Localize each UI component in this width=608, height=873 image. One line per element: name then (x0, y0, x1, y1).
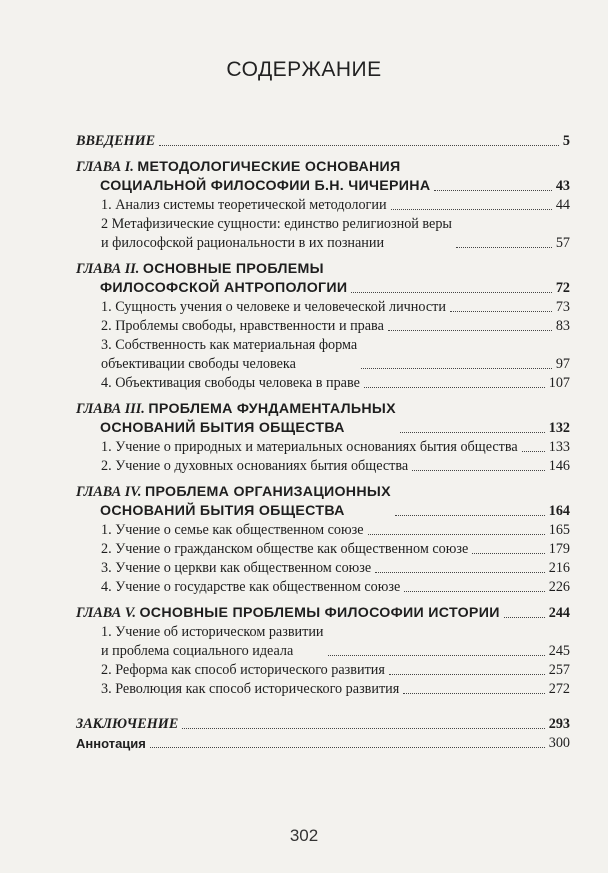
toc-section-5-1[interactable] (76, 623, 570, 661)
dot-leader (159, 145, 559, 146)
dot-leader (522, 451, 545, 452)
toc-chapter-2[interactable] (76, 260, 570, 298)
toc-entry-label: 2. Учение о гражданском обществе как общественном союзе (101, 541, 469, 557)
dot-leader (351, 292, 551, 293)
toc-section-4-3[interactable] (76, 559, 570, 578)
chapter-number: ГЛАВА II. (76, 261, 140, 277)
toc-chapter-5[interactable] (76, 604, 570, 623)
toc-entry-label: ЗАКЛЮЧЕНИЕ (76, 716, 179, 732)
toc-entry-introduction[interactable] (76, 132, 570, 151)
toc-entry-label-line2: и философской рациональности в их познании (101, 235, 385, 251)
chapter-title-line1: МЕТОДОЛОГИЧЕСКИЕ ОСНОВАНИЯ (137, 159, 401, 175)
toc-section-2-1[interactable] (76, 298, 570, 317)
toc-chapter-1[interactable] (76, 158, 570, 196)
toc-entry-page: 72 (555, 280, 570, 296)
toc-entry-label: 3. Учение о церкви как общественном союзе (101, 560, 372, 576)
toc-section-2-3[interactable] (76, 336, 570, 374)
toc-section-4-4[interactable] (76, 578, 570, 597)
toc-entry-page: 97 (555, 356, 570, 372)
dot-leader (388, 330, 552, 331)
toc-section-1-1[interactable] (76, 196, 570, 215)
dot-leader (403, 693, 544, 694)
dot-leader (391, 209, 552, 210)
dot-leader (328, 655, 545, 656)
chapter-number: ГЛАВА III. (76, 401, 145, 417)
toc-entry-page: 164 (548, 503, 570, 519)
page-number: 302 (289, 826, 319, 845)
chapter-heading (76, 260, 347, 298)
toc-entry-label: 3. Революция как способ исторического развития (101, 681, 400, 697)
dot-leader (182, 728, 544, 729)
toc-entry-page: 226 (548, 579, 570, 595)
toc-entry-label: 1. Сущность учения о человеке и человеческой личности (101, 299, 446, 315)
toc-entry-label: 2. Реформа как способ исторического развития (101, 662, 385, 678)
chapter-title-line2: ОСНОВАНИЙ БЫТИЯ ОБЩЕСТВА (100, 503, 345, 519)
toc-entry-page: 272 (548, 681, 570, 697)
toc-entry-page: 57 (555, 235, 570, 251)
toc-entry-page: 300 (548, 735, 570, 751)
toc-entry-page: 179 (548, 541, 570, 557)
page-title: СОДЕРЖАНИЕ (226, 58, 382, 81)
dot-leader (368, 534, 545, 535)
toc-entry-label-line1: 3. Собственность как материальная форма (101, 337, 358, 353)
toc-section-1-2[interactable] (76, 215, 570, 253)
toc-section-5-3[interactable] (76, 680, 570, 699)
toc-entry-label: 4. Объективация свободы человека в праве (101, 375, 360, 391)
chapter-number: ГЛАВА IV. (76, 484, 142, 500)
chapter-number: ГЛАВА V. (76, 605, 136, 621)
dot-leader (389, 674, 545, 675)
toc-section-4-1[interactable] (76, 521, 570, 540)
toc-entry-label-line2: и проблема социального идеала (101, 643, 294, 659)
toc-entry-label-line1: 1. Учение об историческом развитии (101, 624, 324, 640)
toc-entry-page: 83 (555, 318, 570, 334)
toc-entry-label: 1. Анализ системы теоретической методологии (101, 197, 387, 213)
toc-entry-page: 107 (548, 375, 570, 391)
toc-entry-page: 245 (548, 643, 570, 659)
dot-leader (456, 247, 552, 248)
chapter-heading (76, 604, 500, 623)
toc-section-5-2[interactable] (76, 661, 570, 680)
dot-leader (400, 432, 545, 433)
toc-entry-label: 2. Проблемы свободы, нравственности и права (101, 318, 384, 334)
dot-leader (150, 747, 545, 748)
toc-entry-conclusion[interactable] (76, 715, 570, 734)
chapter-title-line2: ФИЛОСОФСКОЙ АНТРОПОЛОГИИ (100, 280, 348, 296)
toc-entry-label: Аннотация (76, 736, 146, 751)
toc-entry-page: 257 (548, 662, 570, 678)
toc-entry-label: ВВЕДЕНИЕ (76, 133, 156, 149)
toc-section-2-2[interactable] (76, 317, 570, 336)
dot-leader (395, 515, 545, 516)
toc-entry-label: 2. Учение о духовных основаниях бытия общества (101, 458, 409, 474)
dot-leader (361, 368, 552, 369)
toc-entry-label: 1. Учение о семье как общественном союзе (101, 522, 364, 538)
chapter-title-line2: ОСНОВАНИЙ БЫТИЯ ОБЩЕСТВА (100, 420, 345, 436)
dot-leader (404, 591, 544, 592)
toc-section-2-4[interactable] (76, 374, 570, 393)
toc-chapter-4[interactable] (76, 483, 570, 521)
dot-leader (450, 311, 552, 312)
toc-entry-page: 146 (548, 458, 570, 474)
toc-entry-page: 293 (548, 716, 570, 732)
dot-leader (412, 470, 545, 471)
chapter-heading (76, 400, 396, 438)
chapter-title-line1: ОСНОВНЫЕ ПРОБЛЕМЫ (142, 261, 324, 277)
chapter-number: ГЛАВА I. (76, 159, 134, 175)
toc-entry-label: 1. Учение о природных и материальных основаниях бытия общества (101, 439, 518, 455)
dot-leader (434, 190, 551, 191)
toc-section-3-2[interactable] (76, 457, 570, 476)
toc-entry-label-line1: 2 Метафизические сущности: единство религиозной веры (101, 216, 452, 232)
toc-entry-label-line2: объективации свободы человека (101, 356, 296, 372)
toc-entry-page: 244 (548, 605, 570, 621)
toc-entry-annotation[interactable] (76, 734, 570, 753)
toc-entry-page: 5 (562, 133, 570, 149)
toc-entry-page: 44 (555, 197, 570, 213)
toc-entry-page: 216 (548, 560, 570, 576)
dot-leader (375, 572, 545, 573)
toc-entry-page: 165 (548, 522, 570, 538)
toc-entry-page: 133 (548, 439, 570, 455)
toc-entry-page: 43 (555, 178, 570, 194)
dot-leader (504, 617, 545, 618)
toc-entry-label: 4. Учение о государстве как общественном союзе (101, 579, 401, 595)
table-of-contents (76, 132, 570, 753)
dot-leader (472, 553, 544, 554)
chapter-heading (76, 158, 430, 196)
toc-section-4-2[interactable] (76, 540, 570, 559)
chapter-heading (76, 483, 391, 521)
dot-leader (364, 387, 545, 388)
chapter-title-line2: СОЦИАЛЬНОЙ ФИЛОСОФИИ Б.Н. ЧИЧЕРИНА (100, 178, 431, 194)
toc-entry-page: 73 (555, 299, 570, 315)
toc-section-3-1[interactable] (76, 438, 570, 457)
chapter-title-line1: ОСНОВНЫЕ ПРОБЛЕМЫ ФИЛОСОФИИ ИСТОРИИ (139, 605, 500, 621)
chapter-title-line1: ПРОБЛЕМА ОРГАНИЗАЦИОННЫХ (144, 484, 391, 500)
chapter-title-line1: ПРОБЛЕМА ФУНДАМЕНТАЛЬНЫХ (148, 401, 396, 417)
toc-entry-page: 132 (548, 420, 570, 436)
toc-chapter-3[interactable] (76, 400, 570, 438)
